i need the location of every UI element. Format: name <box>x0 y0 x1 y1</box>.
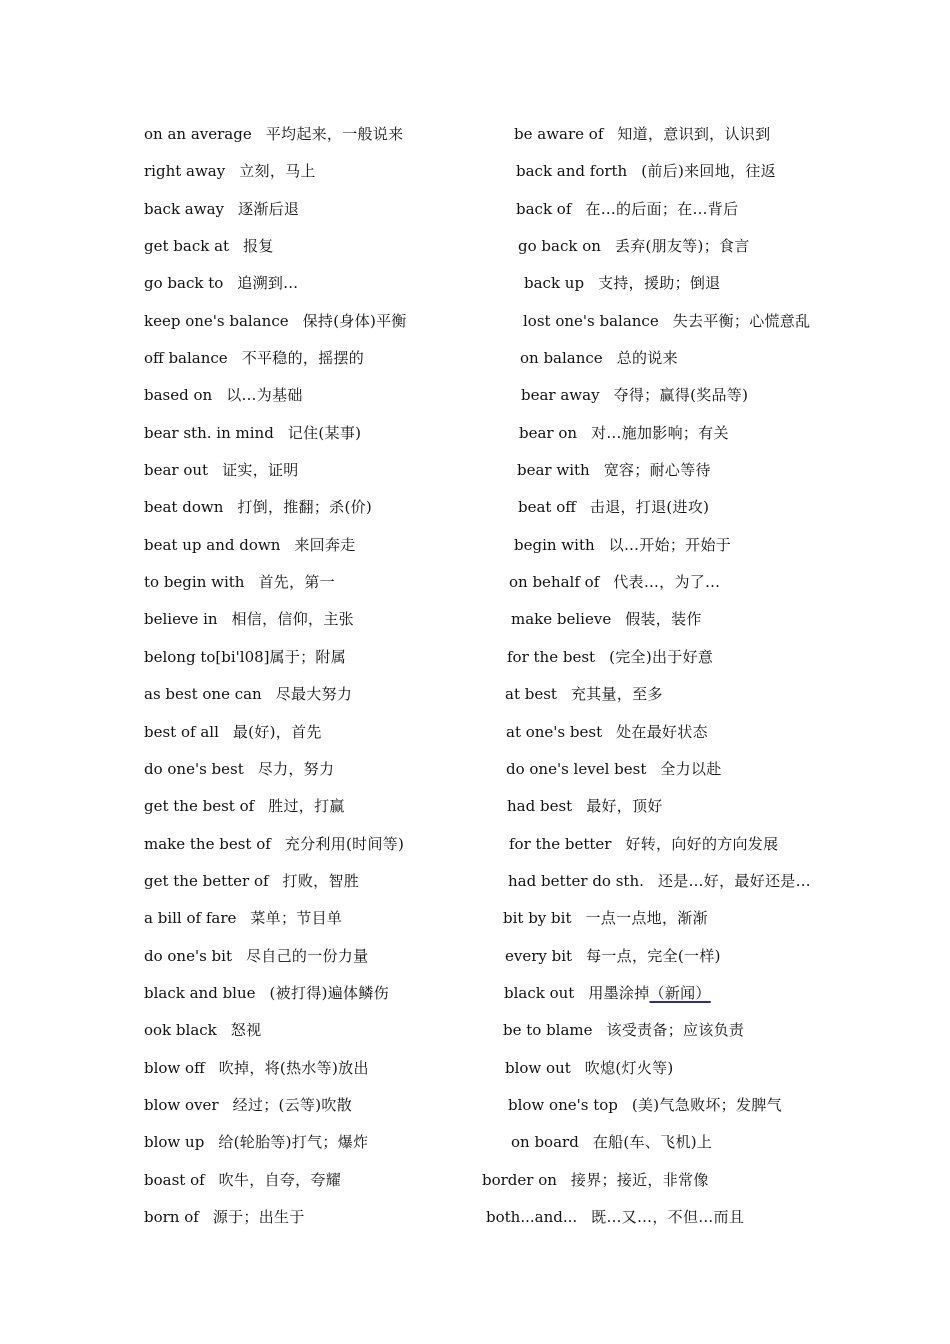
phrase: both...and... <box>486 1207 578 1226</box>
underlined-note: （新闻） <box>649 983 711 1002</box>
meaning: 在船(车、飞机)上 <box>592 1133 713 1152</box>
phrase: go back on <box>518 237 601 256</box>
meaning: (前后)来回地，往返 <box>641 162 776 181</box>
phrase-list <box>0 120 950 1240</box>
phrase-entry-left <box>144 572 335 592</box>
list-item <box>0 979 950 1016</box>
phrase-entry-left <box>144 311 407 331</box>
phrase: get the better of <box>144 871 269 890</box>
meaning: 立刻，马上 <box>239 162 316 181</box>
meaning: 最(好)，首先 <box>232 722 322 741</box>
phrase: for the better <box>509 834 612 853</box>
phrase-entry-right <box>516 199 738 219</box>
phrase: bear on <box>519 423 578 442</box>
phrase: get back at <box>144 237 230 256</box>
phrase: a bill of fare <box>144 909 237 928</box>
phrase-entry-right <box>518 497 709 517</box>
phrase: bear away <box>521 386 600 405</box>
meaning: 尽力，努力 <box>257 759 335 778</box>
phrase: do one's best <box>144 759 244 778</box>
list-item <box>0 605 950 642</box>
meaning: 相信，信仰，主张 <box>231 610 354 629</box>
meaning: 好转，向好的方向发展 <box>625 834 779 853</box>
phrase-entry-left <box>144 535 356 555</box>
phrase: bit by bit <box>503 909 572 928</box>
list-item <box>0 269 950 306</box>
phrase: do one's bit <box>144 946 232 965</box>
meaning: 总的说来 <box>616 349 678 368</box>
phrase-entry-right <box>511 609 702 629</box>
meaning: 尽最大努力 <box>275 685 353 704</box>
meaning: 来回奔走 <box>294 535 356 554</box>
phrase-entry-left <box>144 834 404 854</box>
phrase-entry-right <box>509 572 720 592</box>
phrase: best of all <box>144 722 219 741</box>
phrase: blow over <box>144 1095 219 1114</box>
phrase-entry-right <box>508 871 811 891</box>
meaning: 源于；出生于 <box>212 1207 305 1226</box>
phrase: on behalf of <box>509 573 600 592</box>
phrase: had best <box>507 797 573 816</box>
list-item <box>0 232 950 269</box>
phrase: on board <box>511 1133 579 1152</box>
list-item <box>0 830 950 867</box>
phrase: black out <box>504 983 575 1002</box>
meaning: 以…为基础 <box>226 386 303 405</box>
meaning: (被打得)遍体鳞伤 <box>269 983 389 1002</box>
list-item <box>0 1054 950 1091</box>
phrase-entry-right <box>520 348 678 368</box>
meaning: 支持，援助；倒退 <box>598 274 721 293</box>
meaning: 平均起来，一般说来 <box>265 125 404 143</box>
list-item <box>0 1203 950 1240</box>
meaning: 以…开始；开始于 <box>608 535 732 554</box>
phrase: on an average <box>144 125 252 143</box>
phrase-entry-left <box>144 273 298 293</box>
phrase: back and forth <box>516 162 628 181</box>
phrase: bear sth. in mind <box>144 423 274 442</box>
phrase-entry-left <box>144 722 322 742</box>
phrase-entry-right <box>504 983 711 1003</box>
meaning: 给(轮胎等)打气；爆炸 <box>218 1133 369 1152</box>
meaning: 不平稳的，摇摆的 <box>241 349 365 368</box>
phrase: be to blame <box>503 1021 593 1040</box>
phrase-entry-left <box>144 348 364 368</box>
phrase-entry-right <box>516 161 776 181</box>
phrase: blow off <box>144 1058 205 1077</box>
phrase-entry-left <box>144 647 346 667</box>
meaning: 夺得；赢得(奖品等) <box>613 386 749 405</box>
meaning: 丢弃(朋友等)；食言 <box>614 237 750 256</box>
meaning: 追溯到… <box>237 274 299 293</box>
phrase-entry-left <box>144 908 342 928</box>
phrase: beat off <box>518 498 576 517</box>
meaning: 对…施加影响；有关 <box>591 423 729 442</box>
phrase: lost one's balance <box>523 311 659 330</box>
meaning: 保持(身体)平衡 <box>302 311 407 330</box>
meaning: 在…的后面；在…背后 <box>585 199 739 218</box>
phrase-entry-left <box>144 236 274 256</box>
phrase: back away <box>144 199 225 218</box>
phrase-entry-left <box>144 759 334 779</box>
list-item <box>0 680 950 717</box>
phrase: go back to <box>144 274 224 293</box>
phrase-entry-right <box>506 759 722 779</box>
phrase: to begin with <box>144 573 245 592</box>
phrase: make the best of <box>144 834 271 853</box>
meaning: 充分利用(时间等) <box>284 834 405 853</box>
phrase: back of <box>516 199 572 218</box>
phrase-entry-left <box>144 983 389 1003</box>
phrase: ook black <box>144 1021 217 1040</box>
meaning: 用墨涂掉 <box>588 983 650 1002</box>
list-item <box>0 1128 950 1165</box>
phrase-entry-right <box>518 236 750 256</box>
phrase-entry-left <box>144 1207 305 1227</box>
phrase: bear out <box>144 461 209 480</box>
phrase: get the best of <box>144 797 255 816</box>
list-item <box>0 531 950 568</box>
phrase: based on <box>144 386 213 405</box>
meaning: (完全)出于好意 <box>609 647 714 666</box>
meaning: (美)气急败坏；发脾气 <box>631 1095 782 1114</box>
list-item <box>0 1016 950 1053</box>
phrase: for the best <box>507 647 596 666</box>
meaning: 报复 <box>243 237 274 256</box>
phrase: born of <box>144 1207 199 1226</box>
phrase-entry-left <box>144 497 372 517</box>
meaning: 处在最好状态 <box>616 722 708 741</box>
meaning: 怒视 <box>230 1021 262 1040</box>
meaning: 逐渐后退 <box>238 199 300 218</box>
phrase: believe in <box>144 610 218 629</box>
meaning: 吹掉，将(热水等)放出 <box>218 1058 369 1077</box>
phrase: blow up <box>144 1133 205 1152</box>
meaning: 接界；接近，非常像 <box>570 1170 709 1189</box>
meaning: 吹熄(灯火等) <box>584 1058 674 1077</box>
phrase-entry-right <box>524 273 720 293</box>
phrase-entry-right <box>505 1058 674 1078</box>
meaning: 既…又…，不但…而且 <box>591 1207 745 1226</box>
list-item <box>0 792 950 829</box>
list-item <box>0 643 950 680</box>
meaning: 证实，证明 <box>222 461 299 480</box>
list-item <box>0 120 950 157</box>
phrase: blow out <box>505 1058 571 1077</box>
phrase-entry-right <box>503 908 708 928</box>
phrase-entry-right <box>503 1020 744 1040</box>
phrase: right away <box>144 162 226 181</box>
meaning: 尽自己的一份力量 <box>246 946 369 965</box>
meaning: 记住(某事) <box>287 423 362 442</box>
meaning: 打败，智胜 <box>282 871 360 890</box>
meaning: 全力以赴 <box>660 759 722 778</box>
phrase-entry-right <box>514 535 731 555</box>
phrase: bear with <box>517 461 590 480</box>
phrase-entry-right <box>506 722 708 742</box>
meaning: 假装，装作 <box>625 610 702 629</box>
phrase: black and blue <box>144 983 256 1002</box>
meaning: 宽容；耐心等待 <box>603 461 711 480</box>
meaning: 该受责备；应该负责 <box>606 1021 745 1040</box>
list-item <box>0 755 950 792</box>
list-item <box>0 1166 950 1203</box>
phrase-entry-left <box>144 385 303 405</box>
list-item <box>0 456 950 493</box>
meaning: 首先，第一 <box>258 573 335 592</box>
list-item <box>0 419 950 456</box>
list-item <box>0 195 950 232</box>
meaning: 失去平衡；心慌意乱 <box>672 311 811 330</box>
list-item <box>0 493 950 530</box>
phrase: as best one can <box>144 685 262 704</box>
phrase: beat down <box>144 498 224 517</box>
phrase-entry-right <box>511 1132 712 1152</box>
list-item <box>0 344 950 381</box>
list-item <box>0 307 950 344</box>
phrase: border on <box>482 1170 557 1189</box>
phrase: boast of <box>144 1170 205 1189</box>
phrase-entry-left <box>144 124 403 144</box>
meaning: 菜单；节目单 <box>250 909 343 928</box>
phrase: off balance <box>144 349 228 368</box>
meaning: 击退，打退(进攻) <box>589 498 710 517</box>
phrase-entry-left <box>144 609 354 629</box>
phrase: belong to[bi'l08] <box>144 647 270 666</box>
phrase-entry-left <box>144 796 345 816</box>
phrase-entry-right <box>523 311 810 331</box>
phrase-entry-right <box>508 1095 782 1115</box>
phrase-entry-right <box>517 460 711 480</box>
meaning: 打倒，推翻；杀(价) <box>237 498 373 517</box>
phrase-entry-left <box>144 1058 369 1078</box>
phrase-entry-left <box>144 460 299 480</box>
phrase: do one's level best <box>506 759 647 778</box>
list-item <box>0 942 950 979</box>
phrase: blow one's top <box>508 1095 618 1114</box>
meaning: 最好，顶好 <box>586 797 663 816</box>
phrase-entry-right <box>519 423 729 443</box>
phrase: keep one's balance <box>144 311 289 330</box>
phrase-entry-left <box>144 1095 352 1115</box>
phrase-entry-left <box>144 946 368 966</box>
list-item <box>0 1091 950 1128</box>
phrase: at best <box>505 685 557 704</box>
phrase-entry-right <box>509 834 778 854</box>
meaning: 知道，意识到，认识到 <box>617 125 771 143</box>
phrase: every bit <box>505 946 573 965</box>
meaning: 充其量，至多 <box>570 685 663 704</box>
phrase-entry-right <box>505 684 663 704</box>
phrase: begin with <box>514 535 595 554</box>
list-item <box>0 157 950 194</box>
phrase-entry-right <box>507 647 713 667</box>
phrase-entry-right <box>482 1170 709 1190</box>
phrase-entry-right <box>514 124 770 144</box>
list-item <box>0 568 950 605</box>
meaning: 代表…，为了… <box>613 573 721 592</box>
phrase-entry-left <box>144 1020 261 1040</box>
phrase-entry-left <box>144 423 361 443</box>
list-item <box>0 867 950 904</box>
meaning: 经过；(云等)吹散 <box>232 1095 352 1114</box>
phrase-entry-right <box>505 946 721 966</box>
list-item <box>0 381 950 418</box>
meaning: 一点一点地，渐渐 <box>585 909 708 928</box>
phrase: be aware of <box>514 125 604 143</box>
phrase-entry-right <box>521 385 748 405</box>
meaning: 每一点，完全(一样) <box>586 946 721 965</box>
phrase-entry-left <box>144 684 352 704</box>
phrase: make believe <box>511 610 612 629</box>
phrase-entry-right <box>507 796 663 816</box>
phrase: beat up and down <box>144 535 281 554</box>
phrase: had better do sth. <box>508 871 644 890</box>
phrase-entry-right <box>486 1207 744 1227</box>
phrase-entry-left <box>144 1132 368 1152</box>
meaning: 吹牛，自夸，夸耀 <box>218 1170 342 1189</box>
phrase-entry-left <box>144 161 316 181</box>
phrase: back up <box>524 274 585 293</box>
meaning: 属于；附属 <box>269 647 347 666</box>
meaning: 还是…好，最好还是… <box>657 871 811 890</box>
phrase-entry-left <box>144 199 299 219</box>
phrase-entry-left <box>144 1170 341 1190</box>
list-item <box>0 904 950 941</box>
phrase: on balance <box>520 349 603 368</box>
phrase: at one's best <box>506 722 603 741</box>
list-item <box>0 718 950 755</box>
phrase-entry-left <box>144 871 359 891</box>
meaning: 胜过，打赢 <box>268 797 345 816</box>
